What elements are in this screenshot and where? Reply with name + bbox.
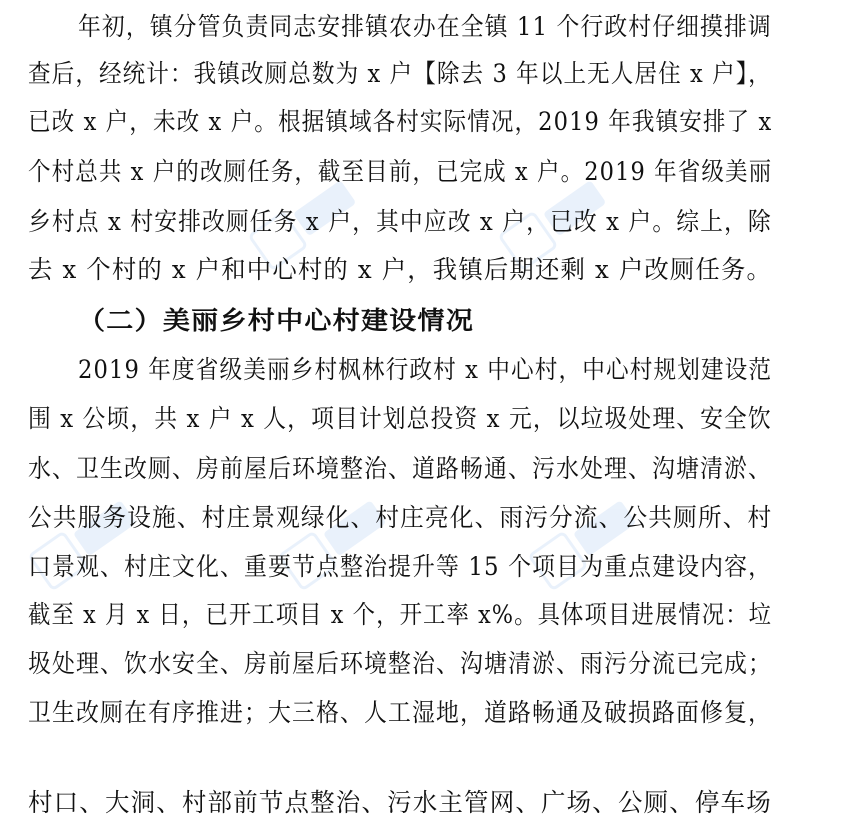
section-heading: （二）美丽乡村中心村建设情况 — [78, 306, 475, 335]
text-line: 年初，镇分管负责同志安排镇农办在全镇 11 个行政村仔细摸排调 — [78, 12, 772, 41]
text-line: 查后，经统计：我镇改厕总数为 x 户【除去 3 年以上无人居住 x 户】， — [28, 59, 772, 88]
text-line: 去 x 个村的 x 户和中心村的 x 户，我镇后期还剩 x 户改厕任务。 — [28, 255, 773, 284]
text-line: 公共服务设施、村庄景观绿化、村庄亮化、雨污分流、公共厕所、村 — [28, 503, 773, 532]
text-line: 截至 x 月 x 日，已开工项目 x 个，开工率 x%。具体项目进展情况：垃 — [28, 600, 773, 629]
text-line: 口景观、村庄文化、重要节点整治提升等 15 个项目为重点建设内容， — [28, 552, 773, 581]
text-line: 圾处理、饮水安全、房前屋后环境整治、沟塘清淤、雨污分流已完成； — [28, 649, 772, 678]
text-line: 围 x 公顷，共 x 户 x 人，项目计划总投资 x 元，以垃圾处理、安全饮 — [28, 404, 772, 433]
text-line: 水、卫生改厕、房前屋后环境整治、道路畅通、污水处理、沟塘清淤、 — [28, 454, 772, 483]
text-line: 2019 年度省级美丽乡村枫林行政村 x 中心村，中心村规划建设范 — [78, 355, 773, 384]
text-line: 卫生改厕在有序推进；大三格、人工湿地，道路畅通及破损路面修复， — [28, 698, 772, 727]
text-line: 乡村点 x 村安排改厕任务 x 户，其中应改 x 户，已改 x 户。综上，除 — [28, 207, 772, 236]
text-line: 个村总共 x 户的改厕任务，截至目前，已完成 x 户。2019 年省级美丽 — [28, 157, 773, 186]
text-line-partial: 村口、大洞、村部前节点整治、污水主管网、广场、公厕、停车场 — [28, 788, 772, 817]
text-line: 已改 x 户，未改 x 户。根据镇域各村实际情况，2019 年我镇安排了 x — [28, 107, 773, 136]
